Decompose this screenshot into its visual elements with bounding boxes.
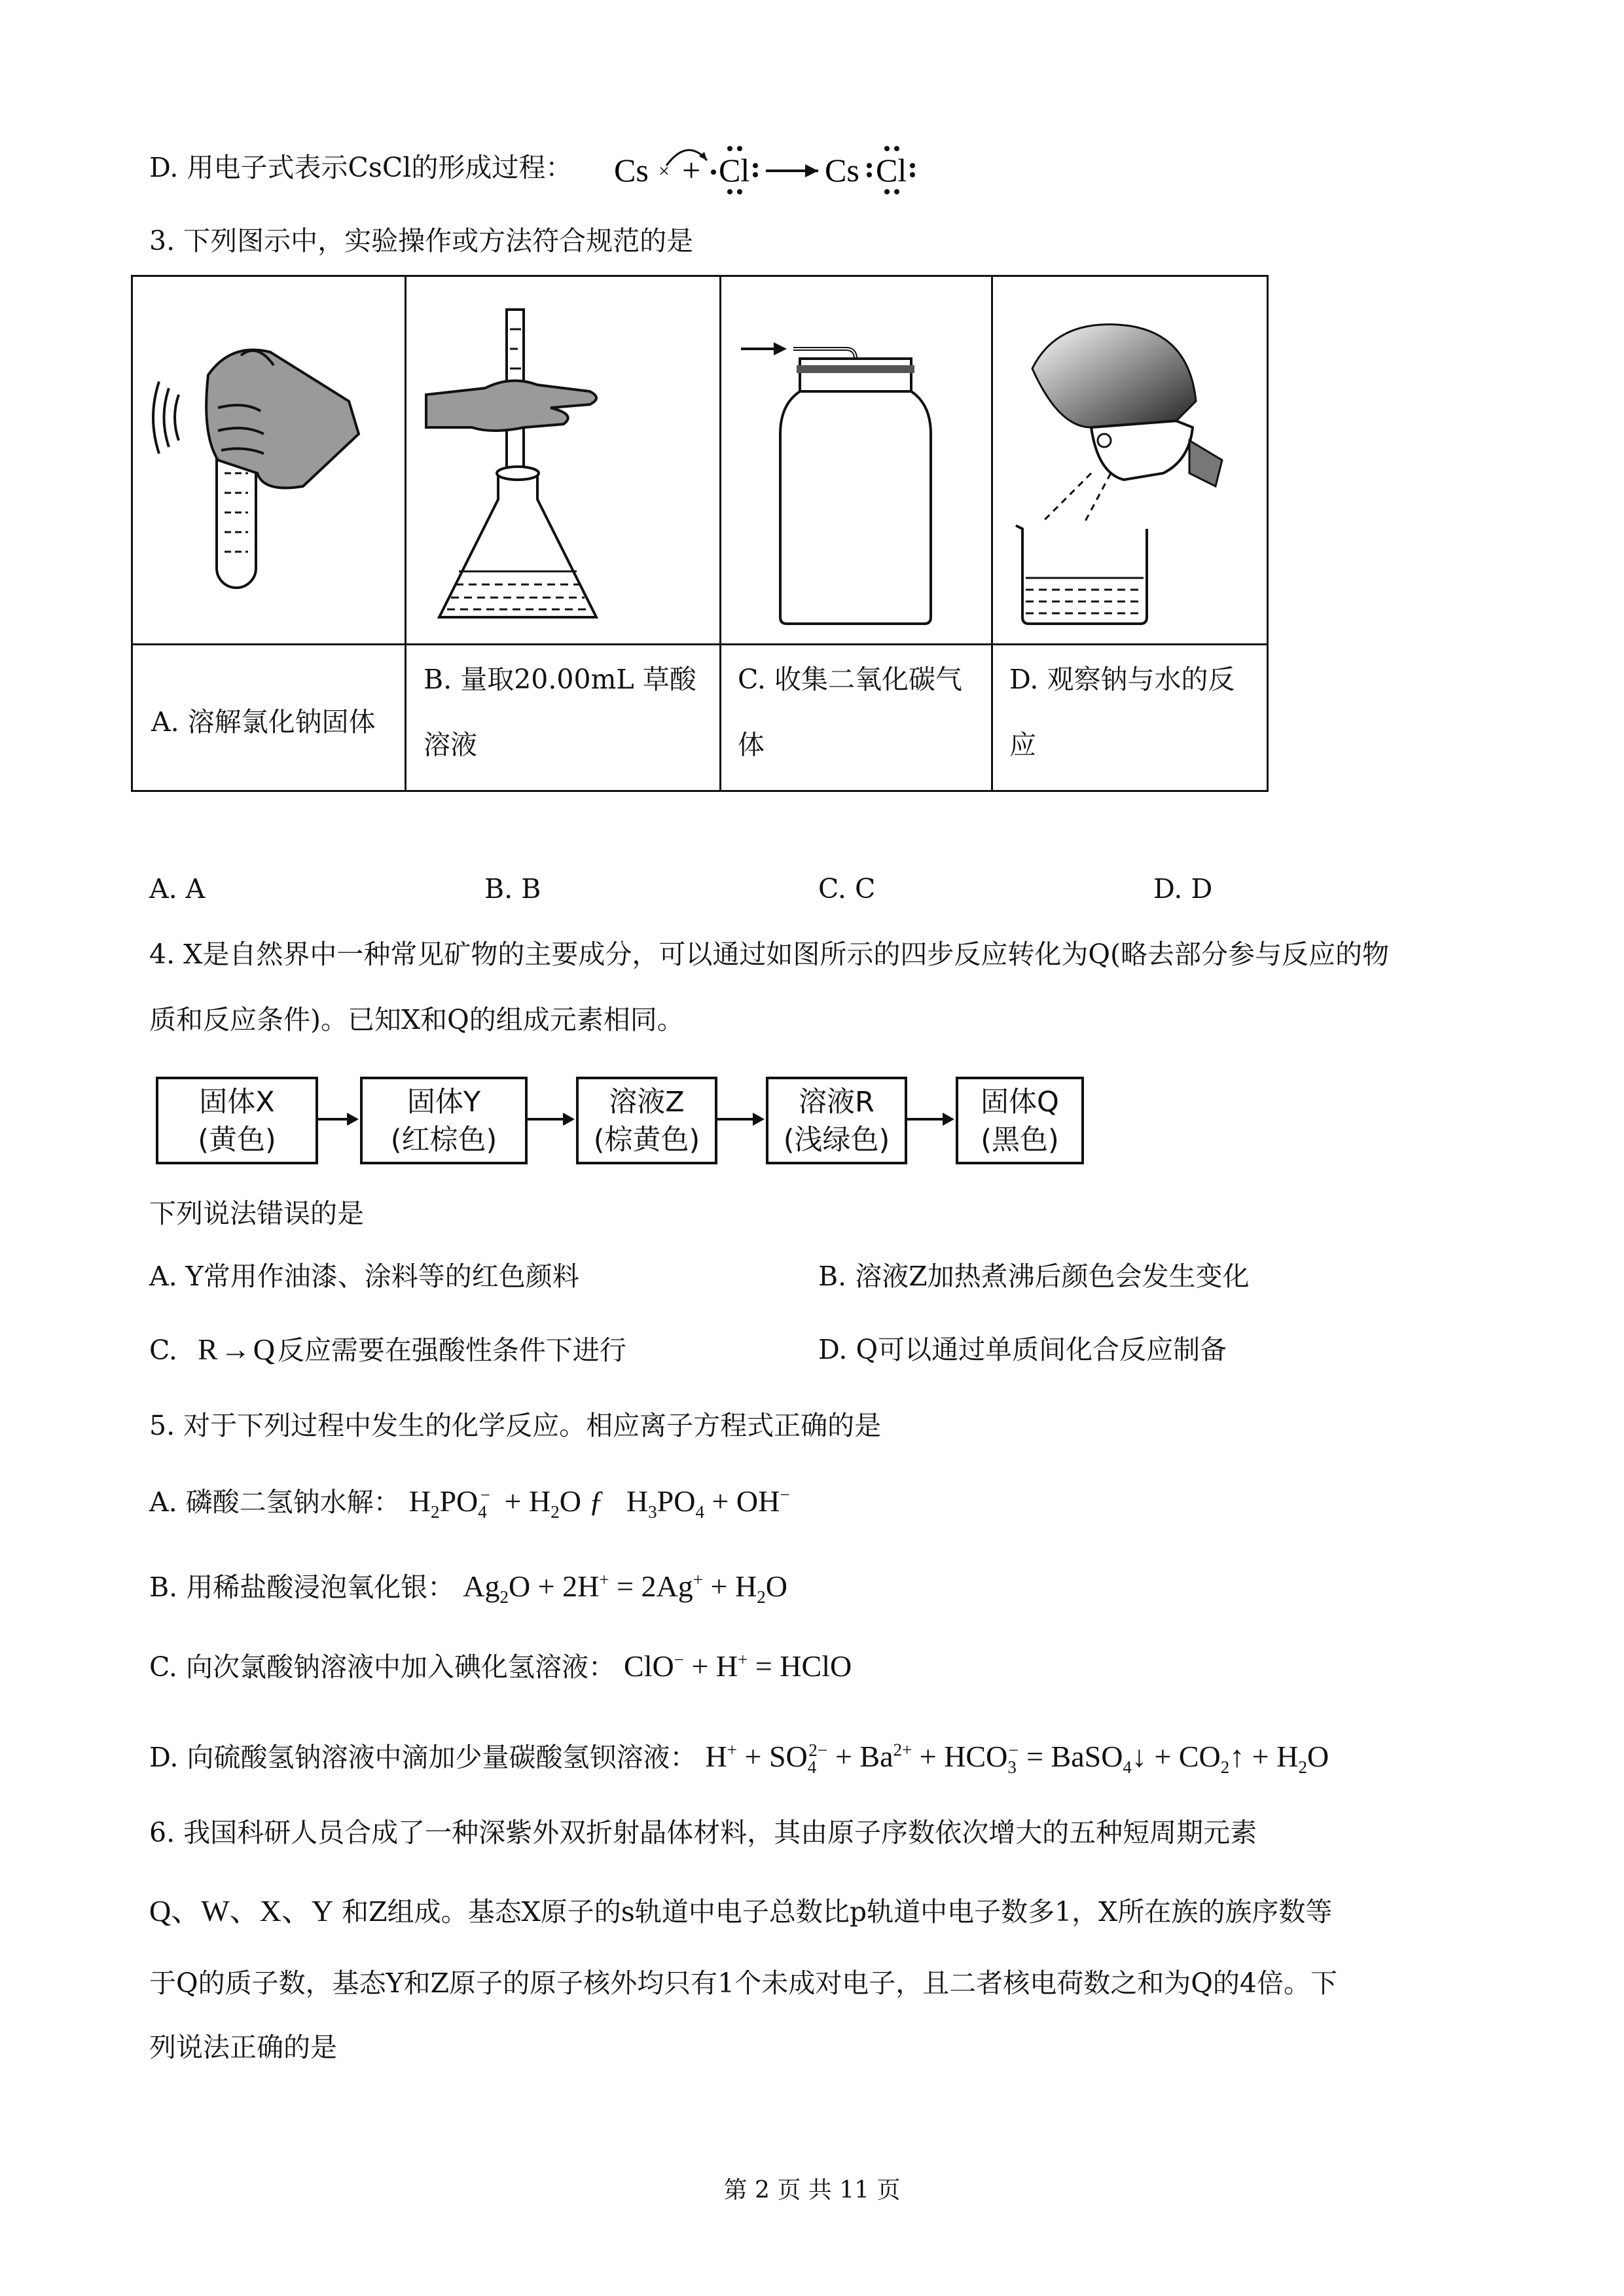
- cell-b-label: [424, 647, 696, 778]
- svg-text:Cl: Cl: [876, 152, 907, 188]
- flow-box-y: [360, 1077, 528, 1164]
- q6-line2: [149, 1893, 1332, 1930]
- q5c-text: C. 向次氯酸钠溶液中加入碘化氢溶液：: [149, 1651, 615, 1683]
- q5a-text: A. 磷酸二氢钠水解：: [149, 1486, 401, 1518]
- q6-line1: 6. 我国科研人员合成了一种深紫外双折射晶体材料，其由原子序数依次增大的五种短周期元素: [149, 1817, 1257, 1848]
- q5d-equation: $H^+ + SO_4^{2-} + Ba^{2+} + HCO_3^-$ = BaSO$_4$↓ + $CO_2↑ + H_2O$: [705, 1740, 1329, 1778]
- q5d-text: D. 向硫酸氢钠溶液中滴加少量碳酸氢钡溶液：: [149, 1742, 697, 1773]
- q4-option-a: A. Y常用作油漆、涂料等的红色颜料: [149, 1261, 579, 1292]
- flow-box-z: [576, 1077, 717, 1164]
- cell-d-line1: D. 观察钠与水的反: [1009, 664, 1235, 695]
- q5b-text: B. 用稀盐酸浸泡氧化银：: [149, 1571, 455, 1603]
- cell-b-line1: B. 量取20.00mL 草酸: [424, 664, 696, 695]
- q3-option-d: D. D: [1153, 873, 1213, 905]
- page-footer: 第 2 页 共 11 页: [723, 2177, 901, 2204]
- flow-arrow-2: [528, 1106, 576, 1132]
- q6-line3: 于Q的质子数，基态Y和Z原子的原子核外均只有1个未成对电子，且二者核电荷数之和为Q的4倍。下: [149, 1967, 1337, 1999]
- flow-r-name: 溶液R: [799, 1086, 875, 1119]
- q4-stem-line2: 质和反应条件)。已知X和Q的组成元素相同。: [149, 1004, 684, 1035]
- q4-option-d: D. Q可以通过单质间化合反应制备: [818, 1334, 1227, 1365]
- cell-b-line2: 溶液: [424, 729, 477, 761]
- flow-box-x: [156, 1077, 318, 1164]
- q5a-equation: $H_2PO_4^- + H_2O$ ƒ $H_3PO_4 + OH^-$: [408, 1484, 790, 1522]
- cell-c-line2: 体: [738, 729, 765, 761]
- flow-q-name: 固体Q: [981, 1086, 1059, 1119]
- experiment-table: [131, 275, 1269, 792]
- q3-stem: 3. 下列图示中，实验操作或方法符合规范的是: [149, 225, 694, 257]
- q6-elements: Q、W、X、Y: [149, 1894, 334, 1928]
- q5-stem: 5. 对于下列过程中发生的化学反应。相应离子方程式正确的是: [149, 1410, 882, 1441]
- cell-a-label: A. 溶解氯化钠固体: [151, 706, 376, 738]
- flow-arrow-4: [907, 1106, 956, 1132]
- svg-text:Cs: Cs: [825, 152, 859, 188]
- cscl-electron-formula: [609, 134, 949, 200]
- flow-box-q: [956, 1077, 1084, 1164]
- q6-line4: 列说法正确的是: [149, 2032, 337, 2063]
- flow-z-color: (棕黄色): [593, 1124, 700, 1157]
- q4-option-b: B. 溶液Z加热煮沸后颜色会发生变化: [818, 1261, 1250, 1292]
- q2-option-d: [149, 149, 572, 186]
- flow-box-r: [766, 1077, 907, 1164]
- q2d-text: D. 用电子式表示CsCl的形成过程：: [149, 152, 573, 183]
- q3-option-c: C. C: [818, 873, 876, 905]
- q5b-equation: $Ag_2O + 2H^+ = 2Ag^+ + H_2O$: [463, 1570, 787, 1607]
- pipette-flask-illustration: [406, 277, 719, 643]
- flow-z-name: 溶液Z: [609, 1086, 685, 1119]
- svg-text:Cs: Cs: [614, 152, 649, 188]
- q4-option-c: C. R→Q反应需要在强酸性条件下进行: [149, 1333, 626, 1366]
- gas-collection-bottle-illustration: [721, 277, 991, 643]
- q6-line2-text: 和Z组成。基态X原子的s轨道中电子总数比p轨道中电子数多1，X所在族的族序数等: [342, 1896, 1333, 1928]
- svg-text:Cl: Cl: [719, 152, 750, 188]
- q4-ask: 下列说法错误的是: [149, 1198, 364, 1229]
- flow-x-color: (黄色): [198, 1124, 276, 1157]
- cell-d-label: [1009, 647, 1235, 778]
- svg-text:×: ×: [659, 160, 670, 182]
- flow-y-name: 固体Y: [406, 1086, 481, 1119]
- flow-y-color: (红棕色): [390, 1124, 497, 1157]
- observing-beaker-illustration: [993, 277, 1271, 643]
- q5-option-c: [149, 1648, 852, 1685]
- flow-x-name: 固体X: [199, 1086, 275, 1119]
- q5-option-b: [149, 1568, 787, 1605]
- flow-arrow-3: [717, 1106, 766, 1132]
- flow-arrow-1: [318, 1106, 360, 1132]
- q4c-text: 反应需要在强酸性条件下进行: [277, 1335, 626, 1366]
- q5-option-a: [149, 1483, 790, 1520]
- svg-text:+: +: [682, 152, 701, 188]
- q4c-label: C.: [149, 1335, 177, 1366]
- cell-c-line1: C. 收集二氧化碳气: [738, 664, 962, 695]
- q3-option-b: B. B: [484, 873, 541, 905]
- q5-option-d: [149, 1738, 1329, 1776]
- cell-c-label: [738, 647, 962, 778]
- flow-q-color: (黑色): [981, 1124, 1059, 1157]
- cell-d-line2: 应: [1009, 729, 1036, 761]
- flow-r-color: (浅绿色): [783, 1124, 890, 1157]
- shaking-test-tube-illustration: [133, 277, 405, 643]
- q5c-equation: ClO− + H+ = HClO: [624, 1649, 852, 1683]
- q3-option-a: A. A: [149, 873, 206, 905]
- q4-stem-line1: 4. X是自然界中一种常见矿物的主要成分，可以通过如图所示的四步反应转化为Q(略去部分参与反应的物: [149, 939, 1389, 970]
